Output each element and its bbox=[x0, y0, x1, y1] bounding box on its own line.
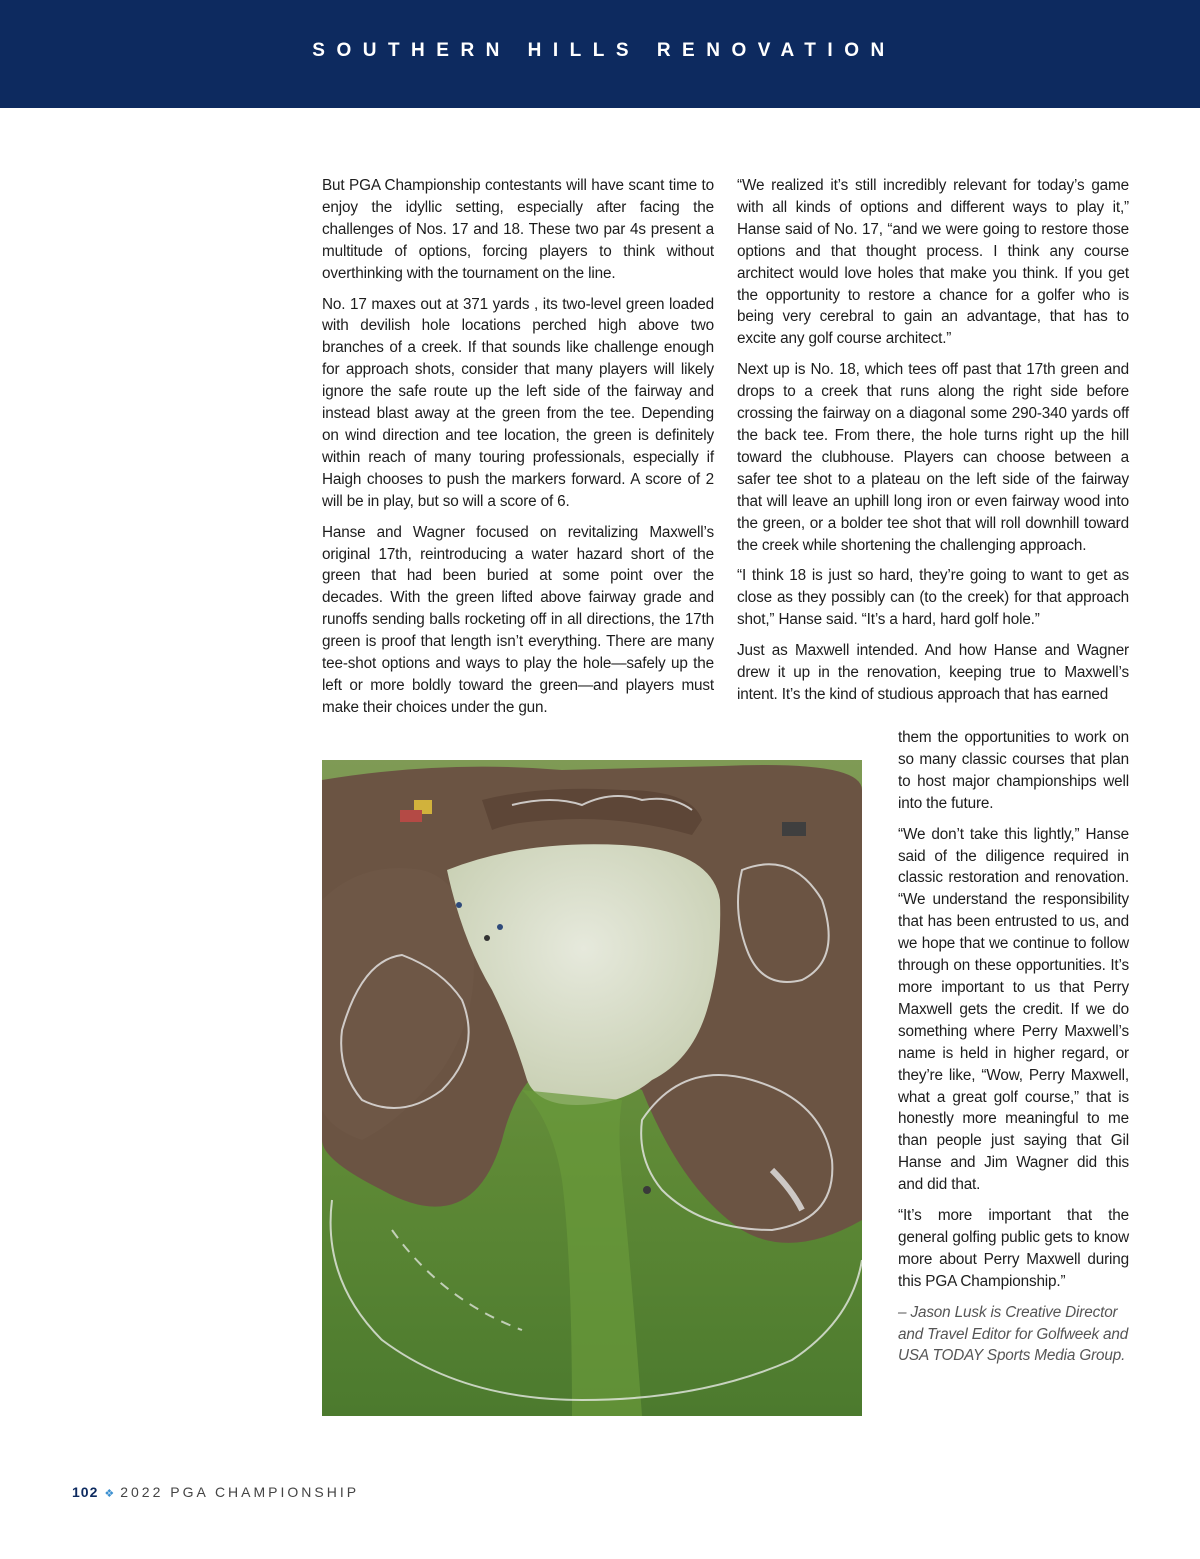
page-footer bbox=[72, 1484, 359, 1500]
header-band bbox=[0, 0, 1200, 108]
author-byline: – Jason Lusk is Creative Director and Travel Editor for Golfweek and USA TODAY Sports Media Group. bbox=[898, 1303, 1129, 1365]
paragraph: Next up is No. 18, which tees off past that 17th green and drops to a creek that runs along the right side before crossing the fairway on a diagonal some 290-340 yards off the back tee. From there, the hole turns right up the hill toward the clubhouse. Players can choose between a safer tee shot to a plateau on the left side of the fairway that will leave an uphill long iron or even fairway wood into the green, or a bolder tee shot that will roll downhill toward the creek while shortening the challenging approach. bbox=[737, 361, 1129, 554]
paragraph: “It’s more important that the general golfing public gets to know more about Perry Maxwell during this PGA Championship.” bbox=[898, 1207, 1129, 1290]
article-column-wrap bbox=[898, 727, 1129, 1376]
article-column-right bbox=[737, 175, 1129, 715]
paragraph: “I think 18 is just so hard, they’re going to want to get as close as they possibly can (to the creek) for that approach shot,” Hanse said. “It’s a hard, hard golf hole.” bbox=[737, 567, 1129, 629]
aerial-green-photo bbox=[322, 760, 862, 1416]
section-title: SOUTHERN HILLS RENOVATION bbox=[312, 40, 896, 61]
diamond-separator-icon: ❖ bbox=[104, 1488, 115, 1500]
paragraph: Just as Maxwell intended. And how Hanse and Wagner drew it up in the renovation, keeping true to Maxwell’s intent. It’s the kind of studious approach that has earned bbox=[737, 642, 1129, 703]
publication-title: 2022 PGA CHAMPIONSHIP bbox=[120, 1484, 360, 1500]
page-number: 102 bbox=[72, 1484, 99, 1500]
paragraph: Hanse and Wagner focused on revitalizing Maxwell’s original 17th, reintroducing a water hazard short of the green that had been buried at some point over the decades. With the green lifted above fairway grade and runoffs sending balls rocketing off in all directions, the 17th green is proof that length isn’t everything. There are many tee-shot options and ways to play the hole—safely up the left or more boldly toward the green—and players must make their choices under the gun. bbox=[322, 523, 714, 716]
paragraph: “We realized it’s still incredibly relevant for today’s game with all kinds of options and different ways to play it,” Hanse said of No. 17, “and we were going to restore those options and that thought process. I think any course architect would love holes that make you think. If you get the opportunity to restore a chance for a golfer who is being very cerebral to gain an advantage, that has to excite any golf course architect.” bbox=[737, 177, 1129, 348]
paragraph: No. 17 maxes out at 371 yards , its two-level green loaded with devilish hole locations perched high above two branches of a creek. If that sounds like challenge enough for approach shots, consider that many players will likely ignore the safe route up the left side of the fairway and instead blast away at the green from the tee. Depending on wind direction and tee location, the green is definitely within reach of many touring professionals, especially if Haigh chooses to push the markers forward. A score of 2 will be in play, but so will a score of 6. bbox=[322, 295, 714, 510]
paragraph: “We don’t take this lightly,” Hanse said of the diligence required in classic restoration and renovation. “We understand the responsibility that has been entrusted to us, and we hope that we continue to follow through on these opportunities. It’s more important to us that Perry Maxwell gets the credit. If we do something where Perry Maxwell’s name is held in higher regard, or they’re like, “Wow, Perry Maxwell, what a great golf course,” that is honestly more meaningful to me than people just saying that Gil Hanse and Jim Wagner did this and did that. bbox=[898, 825, 1129, 1194]
article-column-left bbox=[322, 175, 714, 728]
aerial-green-illustration bbox=[322, 760, 862, 1416]
paragraph: But PGA Championship contestants will have scant time to enjoy the idyllic setting, especially after facing the challenges of Nos. 17 and 18. These two par 4s present a multitude of options, forcing players to think without overthinking with the tournament on the line. bbox=[322, 177, 714, 282]
paragraph: them the opportunities to work on so many classic courses that plan to host major championships well into the future. bbox=[898, 729, 1129, 812]
